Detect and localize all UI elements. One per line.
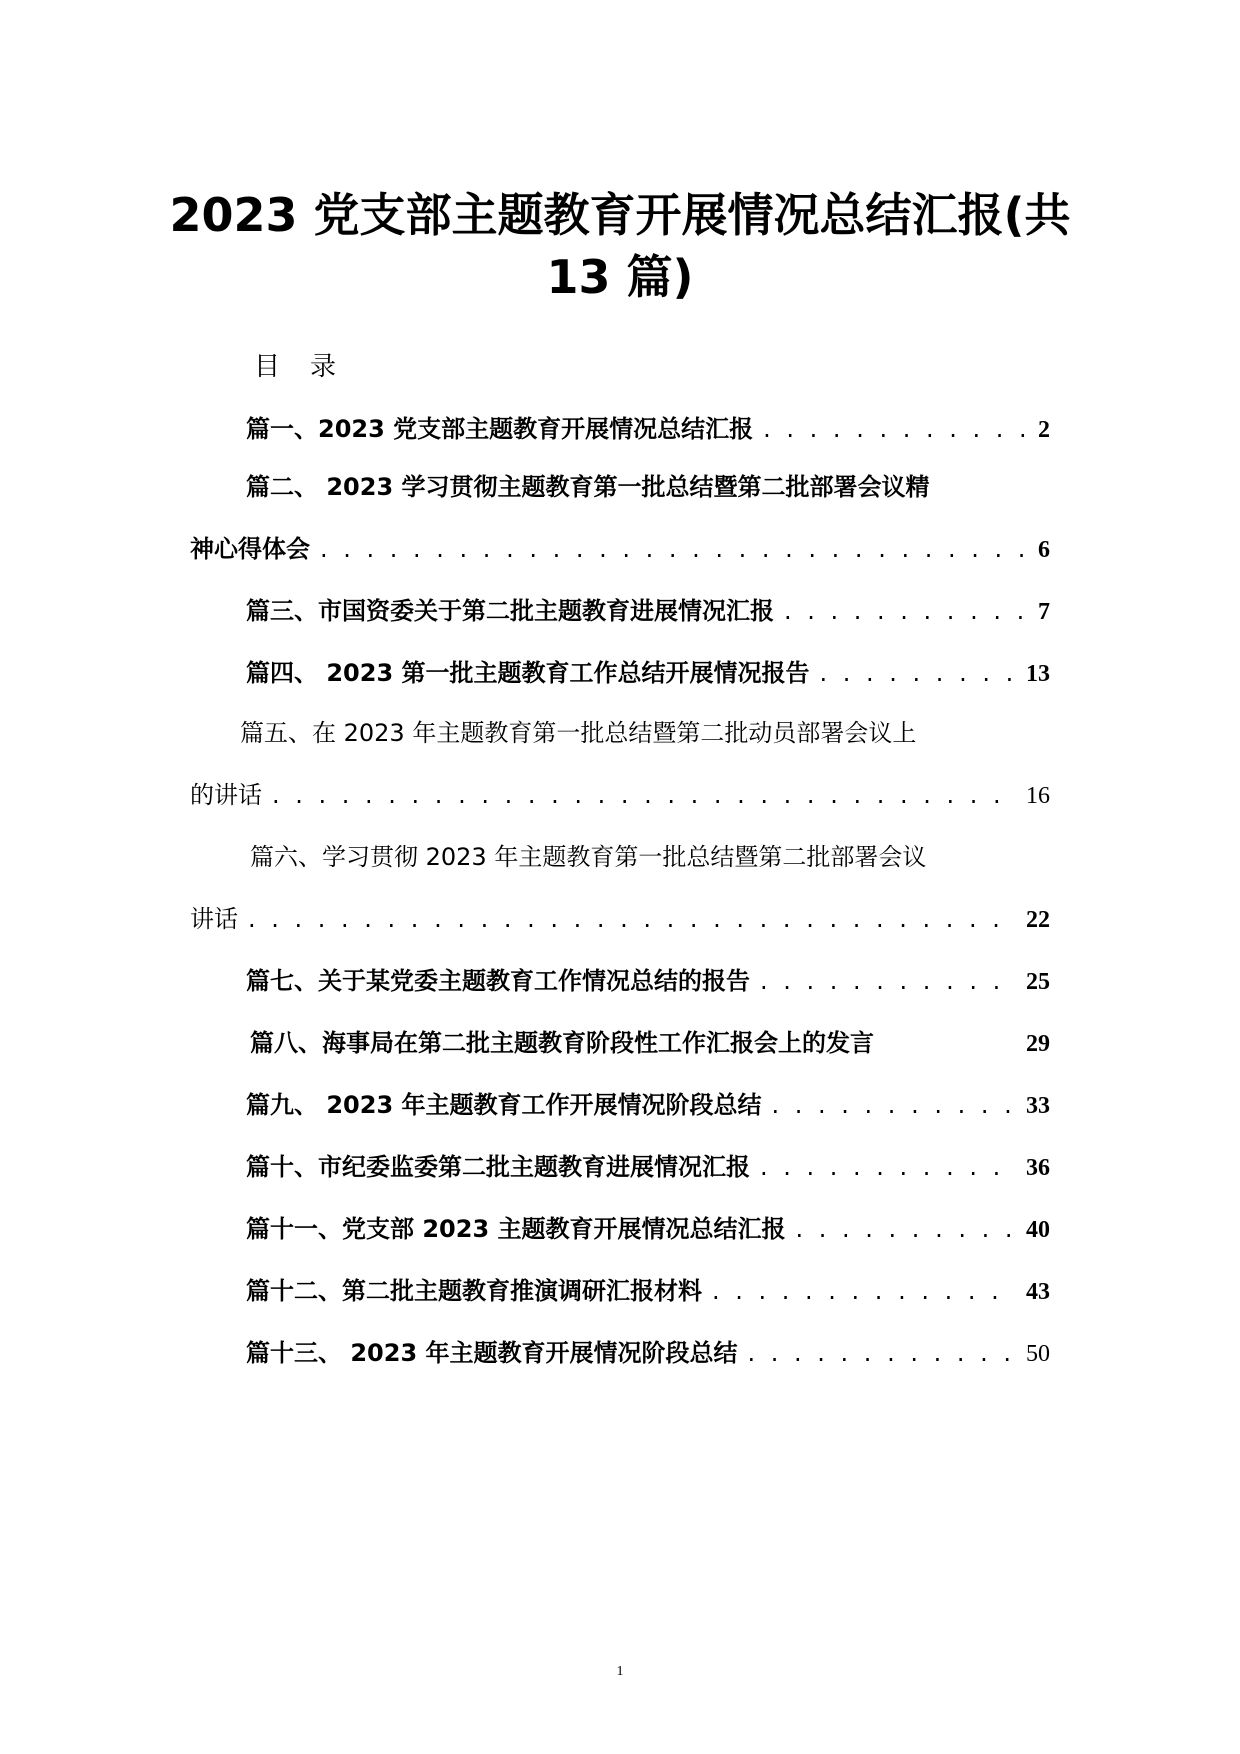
toc-entry[interactable] — [190, 716, 1050, 813]
toc-heading-char-1: 目 — [254, 352, 281, 382]
toc-entry-label-line-2: 讲话 — [190, 905, 238, 933]
toc-heading — [254, 349, 366, 385]
leader-dots — [272, 778, 1016, 812]
document-title-line-2: 13 篇) — [546, 250, 694, 304]
toc-entry-label-line-2: 的讲话 — [190, 781, 262, 809]
toc-entry-page: 50 — [1026, 1341, 1050, 1367]
toc-entry-page: 6 — [1038, 537, 1050, 563]
page-number: 1 — [616, 1664, 624, 1679]
toc-entry[interactable] — [190, 840, 1050, 937]
toc-entry-page: 36 — [1026, 1155, 1050, 1181]
toc-entry-label-line-1: 篇六、学习贯彻 2023 年主题教育第一批总结暨第二批部署会议 — [250, 843, 927, 871]
toc-entry[interactable] — [190, 1212, 1050, 1247]
leader-dots — [784, 594, 1028, 628]
leader-dots — [760, 1150, 1016, 1184]
toc-entry-page: 7 — [1038, 599, 1050, 625]
leader-dots — [712, 1274, 1016, 1308]
toc-entry-page: 40 — [1026, 1217, 1050, 1243]
toc-entry-page: 43 — [1026, 1279, 1050, 1305]
toc-entry-page: 29 — [1026, 1031, 1050, 1057]
toc-entry[interactable] — [190, 656, 1050, 691]
toc-entry-label: 篇十、市纪委监委第二批主题教育进展情况汇报 — [246, 1153, 750, 1181]
toc-entry-page: 2 — [1038, 417, 1050, 443]
toc-entry-label-line-1: 篇二、 2023 学习贯彻主题教育第一批总结暨第二批部署会议精 — [246, 473, 930, 501]
document-title-line-1: 2023 党支部主题教育开展情况总结汇报(共 — [169, 188, 1071, 242]
leader-dots — [760, 964, 1016, 998]
toc-entry-label: 篇七、关于某党委主题教育工作情况总结的报告 — [246, 967, 750, 995]
toc-entry[interactable] — [190, 1274, 1050, 1309]
leader-dots — [820, 656, 1016, 690]
toc-entry-label: 篇一、2023 党支部主题教育开展情况总结汇报 — [246, 415, 754, 443]
toc-entry-page: 22 — [1026, 907, 1050, 933]
toc-entry-label: 篇九、 2023 年主题教育工作开展情况阶段总结 — [246, 1091, 762, 1119]
toc-entry-page: 13 — [1026, 661, 1050, 687]
toc-entry[interactable] — [190, 1336, 1050, 1371]
leader-dots — [320, 532, 1028, 566]
toc-entry-label: 篇十一、党支部 2023 主题教育开展情况总结汇报 — [246, 1215, 786, 1243]
toc-entry-label: 篇四、 2023 第一批主题教育工作总结开展情况报告 — [246, 659, 810, 687]
toc-entry-label: 篇十三、 2023 年主题教育开展情况阶段总结 — [246, 1339, 738, 1367]
toc-entry[interactable] — [190, 1026, 1050, 1061]
toc-entry[interactable] — [190, 412, 1050, 447]
toc-entry-page: 25 — [1026, 969, 1050, 995]
toc-heading-char-2: 录 — [310, 352, 337, 382]
toc-entry[interactable] — [190, 594, 1050, 629]
toc-entry-label-line-2: 神心得体会 — [190, 535, 310, 563]
leader-dots — [248, 902, 1016, 936]
leader-dots — [796, 1212, 1016, 1246]
toc-entry[interactable] — [190, 964, 1050, 999]
toc-entry-label: 篇三、市国资委关于第二批主题教育进展情况汇报 — [246, 597, 774, 625]
toc-entry[interactable] — [190, 1088, 1050, 1123]
toc-entry-page: 16 — [1026, 783, 1050, 809]
leader-dots — [763, 412, 1028, 446]
toc-entry-label: 篇十二、第二批主题教育推演调研汇报材料 — [246, 1277, 702, 1305]
toc-entry[interactable] — [190, 470, 1050, 567]
leader-dots — [772, 1088, 1016, 1122]
toc-entry-label: 篇八、海事局在第二批主题教育阶段性工作汇报会上的发言 — [250, 1029, 874, 1057]
toc-entry-label-line-1: 篇五、在 2023 年主题教育第一批总结暨第二批动员部署会议上 — [240, 719, 917, 747]
toc-entry[interactable] — [190, 1150, 1050, 1185]
toc-entry-page: 33 — [1026, 1093, 1050, 1119]
leader-dots — [748, 1336, 1016, 1370]
